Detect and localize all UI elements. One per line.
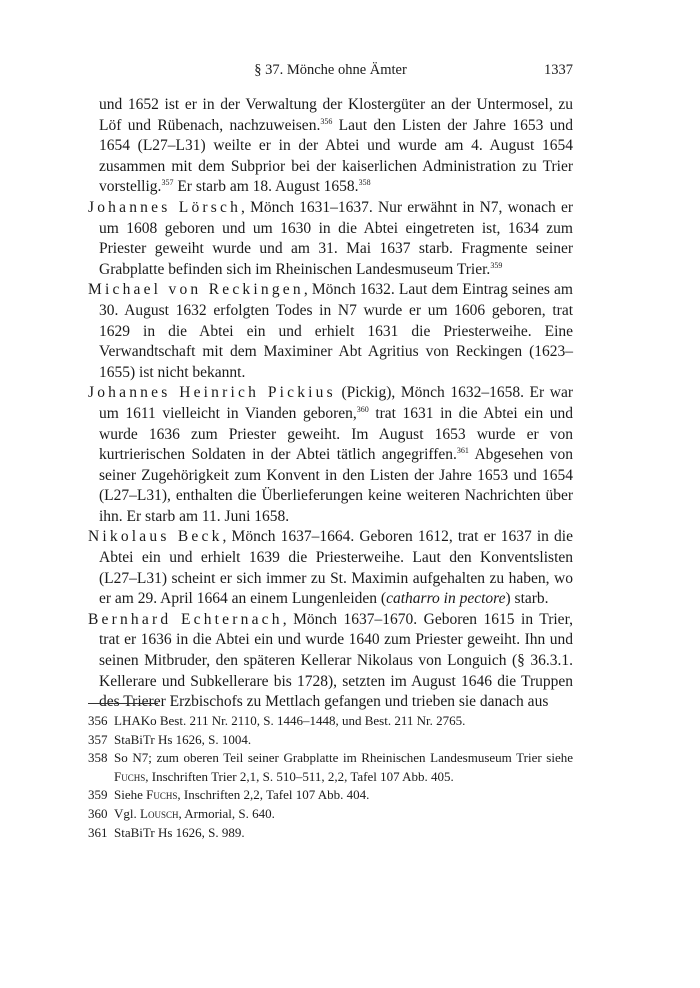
footnote-ref[interactable]: 357 bbox=[161, 178, 174, 188]
entry-johannes-loersch bbox=[88, 198, 573, 280]
footnote-text: So N7; zum oberen Teil seiner Grabplatte im Rheinischen Landesmuseum Trier siehe Fuchs, Inschriften Trier 2,1, S. 510–511, 2,2, Tafel 107 Abb. 405. bbox=[114, 750, 573, 784]
footnote bbox=[88, 731, 573, 750]
paragraph-text: , Mönch 1637–1664. Geboren 1612, trat er 1637 in die Abtei ein und erhielt 1639 die Priesterweihe. Laut den Konventslisten (L27–L31) scheint er sich immer zu St. Maximin aufgehalten zu haben, wo er am 29. April 1664 an einem Lungenleiden ( bbox=[99, 528, 573, 608]
paragraph-text: , Mönch 1632. Laut dem Eintrag seines am 30. August 1632 erfolgten Todes in N7 wurde er um 1606 geboren, trat 1629 in die Abtei ein und erhielt 1631 die Priesterweihe. Eine Verwandtschaft mit dem Maximiner Abt Agritius von Reckingen (1623–1655) ist nicht bekannt. bbox=[99, 281, 573, 381]
footnote-separator bbox=[88, 703, 158, 704]
footnotes bbox=[88, 712, 573, 842]
footnote-number: 361 bbox=[88, 824, 108, 840]
paragraph-text: Er starb am 18. August 1658. bbox=[173, 178, 359, 196]
footnote-text: StaBiTr Hs 1626, S. 1004. bbox=[114, 731, 252, 747]
paragraph-text: und 1652 ist er in der Verwaltung der Klostergüter an der Untermosel, zu Löf und Rübenach, nachzuweisen. bbox=[99, 96, 573, 134]
entry-name: Bernhard Echternach bbox=[88, 610, 283, 628]
footnote bbox=[88, 824, 573, 843]
page-number: 1337 bbox=[544, 62, 573, 78]
footnote bbox=[88, 805, 573, 824]
entry-bernhard-echternach bbox=[88, 610, 573, 713]
latin-phrase: catharro in pectore bbox=[386, 590, 506, 608]
paragraph-text: Abgesehen von seiner Zugehörigkeit zum Konvent in den Listen der Jahre 1653 und 1654 (L27–L31), enthalten die Überlieferungen keine weiteren Nachrichten über ihn. Er starb am 11. Juni 1658. bbox=[99, 446, 573, 525]
footnote-ref[interactable]: 361 bbox=[456, 446, 469, 456]
paragraph-continuation bbox=[88, 95, 573, 198]
footnote-ref[interactable]: 360 bbox=[356, 404, 369, 414]
paragraph-text: , Mönch 1637–1670. Geboren 1615 in Trier, trat er 1636 in die Abtei ein und wurde 1640 zum Priester geweiht. Ihn und seinen Mitbruder, den späteren Kellerar Nikolaus von Longuich (§ 36.3.1. Kellerare und Subkellerare bis 1728), setzten im August 1646 die Truppen des Trierer Erzbischofs zu Mettlach gefangen und trieben sie danach aus bbox=[99, 610, 573, 711]
footnote-ref[interactable]: 356 bbox=[320, 116, 333, 126]
body-text bbox=[88, 95, 573, 713]
entry-michael-von-reckingen bbox=[88, 280, 573, 383]
footnote-ref[interactable]: 358 bbox=[358, 178, 371, 188]
footnote bbox=[88, 786, 573, 805]
entry-name: Michael von Reckingen bbox=[88, 281, 304, 299]
header-title: § 37. Mönche ohne Ämter bbox=[254, 62, 407, 78]
paragraph-text: (Pickig), Mönch 1632–1658. Er war um 1611 vielleicht in Vianden geboren, bbox=[99, 384, 574, 422]
footnote bbox=[88, 749, 573, 786]
footnote-number: 359 bbox=[88, 787, 108, 803]
footnote-text: Siehe Fuchs, Inschriften 2,2, Tafel 107 Abb. 404. bbox=[114, 787, 370, 803]
footnote-number: 357 bbox=[88, 731, 108, 747]
footnote-number: 358 bbox=[88, 750, 108, 766]
footnote-ref[interactable]: 359 bbox=[490, 260, 503, 270]
entry-nikolaus-beck bbox=[88, 527, 573, 609]
entry-name: Johannes Lörsch bbox=[88, 198, 242, 216]
footnote-text: StaBiTr Hs 1626, S. 989. bbox=[114, 824, 245, 840]
entry-johannes-heinrich-pickius bbox=[88, 383, 573, 527]
entry-name: Nikolaus Beck bbox=[88, 528, 223, 546]
footnote-number: 356 bbox=[88, 713, 108, 728]
running-header bbox=[88, 62, 573, 82]
entry-name: Johannes Heinrich Pickius bbox=[88, 384, 336, 402]
footnote-text: Vgl. Lousch, Armorial, S. 640. bbox=[114, 805, 275, 821]
paragraph-text: trat 1631 in die Abtei ein und wurde 1636 zum Priester geweiht. Im August 1653 wurde er von kurtrierischen Soldaten in der Abtei tätlich angegriffen. bbox=[99, 404, 573, 464]
footnote-number: 360 bbox=[88, 805, 108, 821]
paragraph-text: Laut den Listen der Jahre 1653 und 1654 (L27–L31) weilte er in der Abtei und wurde am 4. August 1654 zusammen mit dem Subprior bei der kaiserlichen Administration zu Trier vorstellig. bbox=[99, 116, 573, 196]
footnote-text: LHAKo Best. 211 Nr. 2110, S. 1446–1448, und Best. 211 Nr. 2765. bbox=[114, 713, 466, 728]
footnote bbox=[88, 712, 573, 731]
paragraph-text: ) starb. bbox=[505, 590, 549, 608]
paragraph-text: , Mönch 1631–1637. Nur erwähnt in N7, wonach er um 1608 geboren und um 1630 in die Abtei eingetreten ist, 1634 zum Priester geweiht wurde und am 31. Mai 1637 starb. Fragmente seiner Grabplatte befinden sich im Rheinischen Landesmuseum Trier. bbox=[99, 198, 573, 278]
